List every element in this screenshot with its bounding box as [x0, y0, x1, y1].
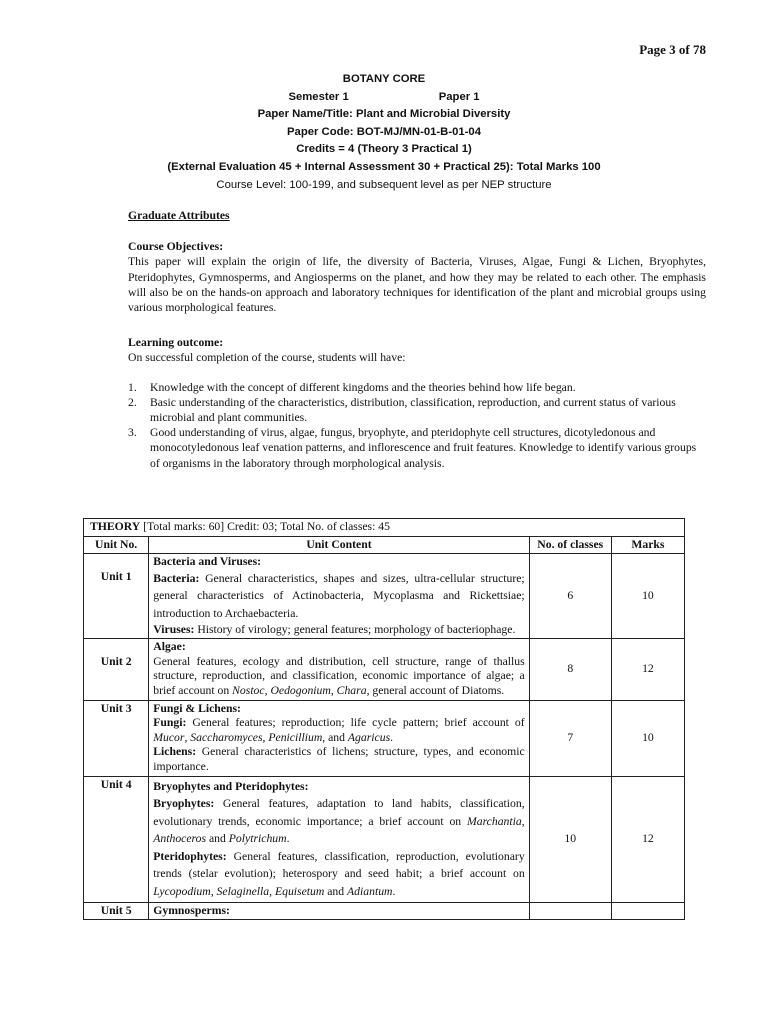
- course-title: BOTANY CORE: [342, 73, 426, 85]
- unit-content: [149, 700, 529, 776]
- separator: , and: [322, 730, 348, 744]
- subtopic-label: Bacteria:: [153, 571, 200, 585]
- learning-outcome-heading: Learning outcome:: [128, 336, 224, 350]
- unit-text: , general account of Diatoms.: [366, 683, 505, 697]
- unit-classes: 10: [529, 776, 611, 902]
- list-number: 2.: [128, 395, 137, 409]
- theory-summary: [84, 519, 685, 537]
- separator: and: [206, 832, 229, 846]
- genus-name: Lycopodium: [153, 885, 211, 899]
- header-marks: Marks: [611, 536, 684, 554]
- unit-marks: 12: [611, 639, 684, 700]
- course-level: Course Level: 100-199, and subsequent level as per NEP structure: [216, 178, 552, 191]
- unit-text: General features, ecology and distribution, cell structure, range of thallus structure, reproduction, and classification, economic importance of algae; a brief account on: [153, 654, 525, 697]
- unit-classes: 6: [529, 554, 611, 639]
- course-body: [128, 208, 706, 471]
- unit-title: Fungi & Lichens:: [153, 701, 241, 715]
- subtopic-text: General characteristics, shapes and sizes, ultra-cellular structure; general characteristics of Actinobacteria, Mycoplasma and Rickettsiae; introduction to Archaebacteria.: [153, 571, 525, 620]
- subtopic-text: History of virology; general features; morphology of bacteriophage.: [194, 622, 516, 636]
- unit-title: Bryophytes and Pteridophytes:: [153, 779, 309, 793]
- list-number: 3.: [128, 426, 137, 440]
- unit-marks: 10: [611, 700, 684, 776]
- learning-outcome-list: [128, 380, 706, 471]
- objectives-text: This paper will explain the origin of life, the diversity of Bacteria, Viruses, Algae, Fungi & Lichen, Bryophytes, Pteridophytes, Gymnosperms, and Angiosperms on the planet, and how they may be related to each other. The emphasis will also be on the hands-on approach and laboratory techniques for identification of the plant and microbial groups using various morphological features.: [128, 255, 706, 315]
- subtopic-text: General features, classification, reproduction, evolutionary trends (stelar evolution); heterospory and seed habit; a brief account on: [153, 849, 525, 881]
- separator: .: [392, 885, 396, 899]
- subtopic-label: Lichens:: [153, 745, 197, 759]
- table-row: [84, 639, 685, 700]
- separator: ,: [262, 730, 269, 744]
- list-number: 1.: [128, 380, 137, 394]
- unit-classes: [529, 902, 611, 920]
- unit-title: Gymnosperms:: [153, 903, 230, 917]
- header-no-of-classes: No. of classes: [529, 536, 611, 554]
- paper-label: Paper 1: [438, 90, 480, 103]
- semester-label: Semester 1: [288, 90, 349, 103]
- unit-content: [149, 902, 529, 920]
- learning-outcome-intro: On successful completion of the course, students will have:: [128, 351, 406, 365]
- separator: .: [286, 832, 290, 846]
- course-header: [0, 71, 768, 194]
- list-item: [128, 380, 706, 395]
- credits: Credits = 4 (Theory 3 Practical 1): [296, 143, 472, 156]
- unit-content: [149, 554, 529, 639]
- unit-marks: 12: [611, 776, 684, 902]
- separator: ,: [210, 885, 217, 899]
- unit-number: Unit 5: [84, 902, 149, 920]
- list-item: [128, 425, 706, 471]
- genus-name: Anthoceros: [153, 832, 207, 846]
- theory-label: THEORY: [90, 520, 141, 533]
- separator: .: [390, 730, 394, 744]
- table-header-row: [84, 536, 685, 554]
- subtopic-text: General features; reproduction; life cycle pattern; brief account of: [186, 716, 525, 730]
- unit-number: Unit 3: [84, 700, 149, 776]
- theory-table: [83, 518, 685, 920]
- theory-details: [Total marks: 60] Credit: 03; Total No. of classes: 45: [140, 520, 390, 533]
- unit-classes: 8: [529, 639, 611, 700]
- genus-name: Chara: [336, 683, 367, 697]
- header-unit-content: Unit Content: [149, 536, 529, 554]
- table-row: [84, 902, 685, 920]
- genus-name: Saccharomyces: [190, 730, 263, 744]
- list-item-text: Good understanding of virus, algae, fungus, bryophyte, and pteridophyte cell structures, dicotyledonous and monocotyledonous leaf venation patterns, and inflorescence and fruit features. Knowledge to identify various groups of organisms in the laboratory through morphological analysis.: [150, 426, 697, 470]
- unit-number: Unit 2: [84, 639, 149, 700]
- unit-content: [149, 776, 529, 902]
- graduate-attributes-heading: Graduate Attributes: [128, 209, 230, 222]
- unit-title: Bacteria and Viruses:: [153, 555, 262, 569]
- separator: and: [324, 885, 348, 899]
- table-row: [84, 776, 685, 902]
- subtopic-text: General features, adaptation to land habits, classification, evolutionary trends, economic importance; a brief account on: [153, 797, 525, 828]
- genus-name: Equisetum: [274, 885, 325, 899]
- table-row: [84, 700, 685, 776]
- subtopic-label: Fungi:: [153, 716, 187, 730]
- genus-name: Adiantum: [347, 885, 393, 899]
- subtopic-text: General characteristics of lichens; structure, types, and economic importance.: [153, 745, 525, 773]
- list-item-text: Knowledge with the concept of different kingdoms and the theories behind how life began.: [150, 380, 576, 394]
- list-item: [128, 395, 706, 425]
- paper-name: Paper Name/Title: Plant and Microbial Diversity: [257, 108, 511, 121]
- separator: ,: [269, 885, 275, 899]
- genus-name: Oedogonium: [270, 683, 331, 697]
- paper-code: Paper Code: BOT-MJ/MN-01-B-01-04: [287, 125, 481, 138]
- unit-title: Algae:: [153, 640, 186, 654]
- genus-name: Mucor: [153, 730, 185, 744]
- genus-name: Nostoc: [232, 683, 265, 697]
- separator: ,: [264, 683, 271, 697]
- table-row: [84, 554, 685, 639]
- unit-number: Unit 1: [84, 554, 149, 639]
- unit-marks: [611, 902, 684, 920]
- genus-name: Agaricus: [347, 730, 391, 744]
- genus-name: Selaginella: [216, 885, 270, 899]
- page-number: Page 3 of 78: [639, 42, 706, 57]
- genus-name: Penicillium: [268, 730, 323, 744]
- theory-summary-row: [84, 519, 685, 537]
- unit-content: [149, 639, 529, 700]
- unit-marks: 10: [611, 554, 684, 639]
- separator: ,: [330, 683, 337, 697]
- evaluation: (External Evaluation 45 + Internal Assessment 30 + Practical 25): Total Marks 100: [167, 160, 601, 173]
- genus-name: Polytrichum: [228, 832, 287, 846]
- separator: ,: [521, 814, 525, 828]
- semester-paper-line: [288, 89, 479, 107]
- unit-number: Unit 4: [84, 776, 149, 902]
- objectives-heading: Course Objectives:: [128, 240, 224, 254]
- subtopic-label: Viruses:: [153, 622, 195, 636]
- unit-classes: 7: [529, 700, 611, 776]
- subtopic-label: Bryophytes:: [153, 797, 215, 811]
- list-item-text: Basic understanding of the characteristics, distribution, classification, reproduction, and current status of various microbial and plant communities.: [150, 395, 676, 425]
- separator: ,: [184, 730, 191, 744]
- genus-name: Marchantia: [466, 814, 522, 828]
- header-unit-no: Unit No.: [84, 536, 149, 554]
- subtopic-label: Pteridophytes:: [153, 849, 227, 863]
